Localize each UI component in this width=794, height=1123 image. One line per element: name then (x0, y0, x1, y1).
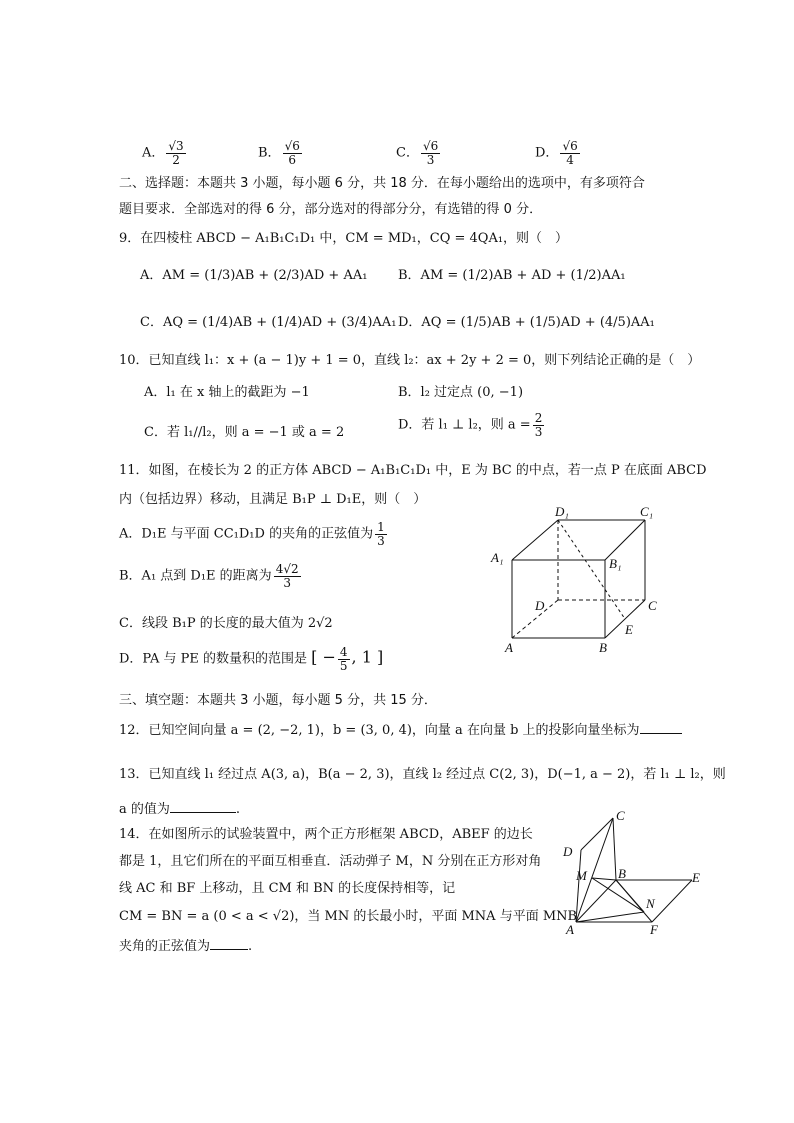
fig14-label-a: A (566, 922, 574, 937)
q14-line5: 夹角的正弦值为 . (119, 939, 253, 954)
q8-option-d: D． $\frac{√6}{4}$ (535, 139, 578, 167)
q13-line2: a 的值为 . (119, 802, 241, 817)
cube-label-c: C (648, 598, 657, 613)
q8-options (142, 128, 702, 170)
q10-stem: 10．已知直线 l₁：x + (a − 1)y + 1 = 0，直线 l₂：ax + 2y + 2 = 0，则下列结论正确的是（ ） (119, 353, 701, 368)
q9-stem: 9．在四棱柱 ABCD − A₁B₁C₁D₁ 中，CM = MD₁，CQ = 4QA₁，则（ ） (119, 231, 569, 246)
q14-line1: 14．在如图所示的试验装置中，两个正方形框架 ABCD，ABEF 的边长 (119, 827, 533, 842)
cube-figure (485, 500, 675, 660)
q14-line2: 都是 1，且它们所在的平面互相垂直．活动弹子 M，N 分别在正方形对角 (119, 854, 542, 869)
q11-line2: 内（包括边界）移动，且满足 B₁P ⊥ D₁E，则（ ） (119, 492, 427, 507)
q11-option-c: C．线段 B₁P 的长度的最大值为 2√2 (119, 616, 333, 631)
q10-option-c: C．若 l₁//l₂，则 a = −1 或 a = 2 (144, 425, 345, 440)
q10-option-a: A．l₁ 在 x 轴上的截距为 −1 (144, 385, 310, 400)
q9-option-c: C．AQ = (1/4)AB + (1/4)AD + (3/4)AA₁ (140, 315, 397, 330)
q8-option-a: A． $\frac{√3}{2}$ (142, 139, 184, 167)
q11-line1: 11．如图，在棱长为 2 的正方体 ABCD − A₁B₁C₁D₁ 中，E 为 BC 的中点，若一点 P 在底面 ABCD (119, 463, 707, 478)
q12-answer-blank[interactable] (640, 733, 682, 734)
cube-label-a1: A₁ (491, 550, 504, 565)
q10-option-b: B．l₂ 过定点 (0, −1) (398, 385, 524, 400)
fig14-label-m: M (576, 868, 587, 883)
q14-answer-blank[interactable] (210, 949, 248, 950)
q12: 12．已知空间向量 a = (2, −2, 1)，b = (3, 0, 4)，向量 a 在向量 b 上的投影向量坐标为 (119, 719, 682, 738)
cube-label-d: D (535, 598, 545, 613)
q11-option-a: A．D₁E 与平面 CC₁D₁D 的夹角的正弦值为 $\frac{1}{3}$ (119, 520, 385, 548)
section2-line2: 题目要求．全部选对的得 6 分，部分选对的得部分分，有选错的得 0 分． (119, 202, 543, 217)
q10-option-d: D．若 l₁ ⊥ l₂，则 a = $\frac{2}{3}$ (398, 411, 543, 439)
fig14-label-c: C (616, 808, 625, 823)
cube-label-b1: B₁ (609, 556, 622, 571)
fig14-label-f: F (650, 922, 658, 937)
q8-option-b: B． $\frac{√6}{6}$ (258, 139, 300, 167)
q11-option-b: B．A₁ 点到 D₁E 的距离为 $\frac{4√2}{3}$ (119, 562, 299, 590)
frame-figure (558, 808, 708, 938)
section3-header: 三、填空题：本题共 3 小题，每小题 5 分，共 15 分． (119, 693, 437, 708)
cube-label-a: A (505, 640, 513, 655)
fig14-label-b: B (618, 866, 626, 881)
q14-line3: 线 AC 和 BF 上移动，且 CM 和 BN 的长度保持相等，记 (119, 881, 456, 896)
q9-option-b: B．AM = (1/2)AB + AD + (1/2)AA₁ (398, 268, 626, 283)
fig14-label-d: D (563, 844, 573, 859)
fig14-label-e: E (692, 870, 700, 885)
section2-line1: 二、选择题：本题共 3 小题，每小题 6 分，共 18 分．在每小题给出的选项中，有多项符合 (119, 176, 645, 191)
q8-option-c: C． $\frac{√6}{3}$ (396, 139, 439, 167)
q9-option-a: A．AM = (1/3)AB + (2/3)AD + AA₁ (140, 268, 368, 283)
cube-label-b: B (599, 640, 607, 655)
cube-label-e: E (625, 622, 633, 637)
q14-line4: CM = BN = a (0 < a < √2)，当 MN 的长最小时，平面 MNA 与平面 MNB (119, 909, 578, 924)
q13-line1: 13．已知直线 l₁ 经过点 A(3, a)，B(a − 2, 3)，直线 l₂ 经过点 C(2, 3)，D(−1, a − 2)，若 l₁ ⊥ l₂，则 (119, 767, 726, 782)
q11-option-d: D．PA 与 PE 的数量积的范围是 [ − $\frac{4}{5}$ , 1 ] (119, 645, 384, 673)
cube-label-d1: D₁ (555, 504, 569, 519)
q9-option-d: D．AQ = (1/5)AB + (1/5)AD + (4/5)AA₁ (398, 315, 655, 330)
cube-label-c1: C₁ (640, 504, 654, 519)
fig14-label-n: N (646, 896, 655, 911)
q13-answer-blank[interactable] (170, 812, 236, 813)
